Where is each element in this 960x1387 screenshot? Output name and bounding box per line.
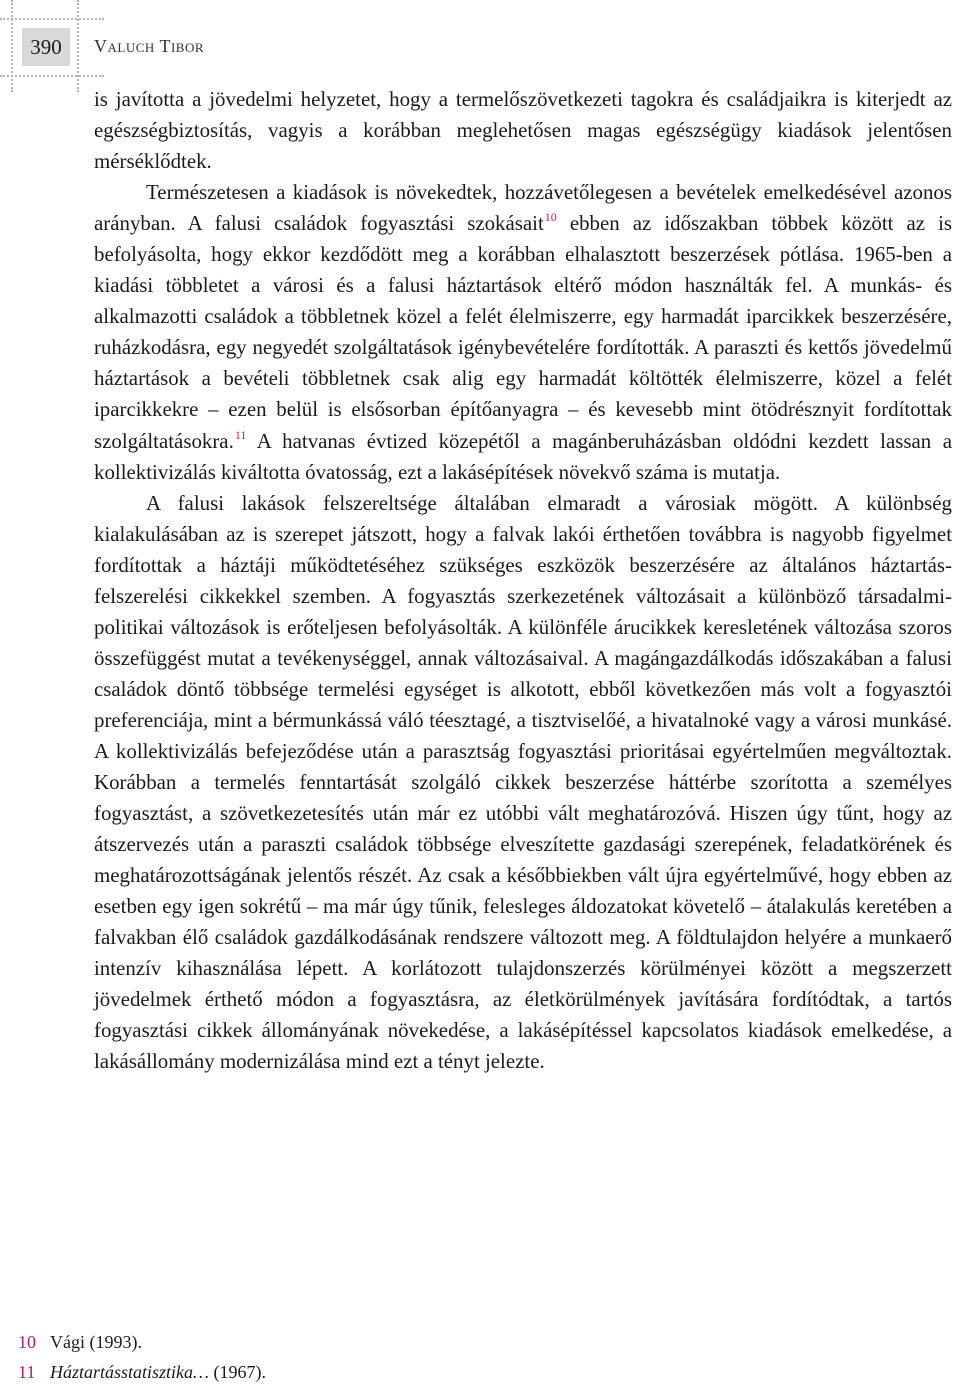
footnote-11 bbox=[18, 1357, 938, 1387]
paragraph-3 bbox=[94, 488, 952, 1078]
footnote-10 bbox=[18, 1327, 938, 1357]
header-dotted-rule-bottom bbox=[0, 75, 104, 77]
running-head-author: Valuch Tibor bbox=[94, 36, 205, 56]
footnote-text: Vági (1993). bbox=[50, 1332, 142, 1352]
footnote-year: (1967). bbox=[209, 1362, 267, 1382]
page-number: 390 bbox=[22, 28, 70, 66]
footnote-ref-11[interactable]: 11 bbox=[234, 427, 247, 442]
main-text bbox=[94, 84, 952, 1078]
footnote-ref-10[interactable]: 10 bbox=[544, 210, 557, 225]
footnote-cited-title: Háztartásstatisztika… bbox=[50, 1362, 210, 1382]
paragraph-2-text-c: A hatvanas évtized közepétől a magánberuházásban oldódni kezdett lassan a kollektivizálás kiváltotta óvatosság, ezt a lakásépítések növekvő száma is mutatja. bbox=[94, 428, 952, 484]
paragraph-2-text-b: ebben az időszakban többek között az is befolyásolta, hogy ekkor kezdődött meg a korábban elhalasztott beszerzések pótlása. 1965-ben a kiadási többletet a városi és a falusi háztartások eltérő módon használták fel. A munkás- és alkalmazotti családok a többletnek közel a felét élelmiszerre, egy harmadát iparcikkek beszerzésére, ruházkodásra, egy negyedét szolgáltatások igénybevételére fordították. A paraszti és kettős jövedelmű háztartások a bevételi többletnek csak alig egy harmadát költötték élelmiszerre, közel a felét iparcikkekre – ezen belül is elsősorban építőanyagra – és kevesebb mint ötödrésznyit fordítottak szolgáltatásokra. bbox=[94, 211, 952, 453]
paragraph-2 bbox=[94, 177, 952, 487]
header-dotted-rule-right bbox=[77, 0, 79, 92]
footnotes bbox=[18, 1327, 938, 1387]
header-dotted-rule-top bbox=[0, 18, 104, 20]
footnote-number: 11 bbox=[18, 1362, 36, 1382]
header-dotted-rule-left bbox=[11, 0, 13, 92]
paragraph-2-text-a: Természetesen a kiadások is növekedtek, hozzávetőlegesen a bevételek emelkedésével azonos arányban. A falusi családok fogyasztási szokásait bbox=[94, 180, 952, 236]
paragraph-1 bbox=[94, 84, 952, 177]
footnote-text bbox=[50, 1357, 266, 1387]
paragraph-1-text: is javította a jövedelmi helyzetet, hogy a termelőszövetkezeti tagokra és családjaikra is kiterjedt az egészségbiztosítás, vagyis a korábban meglehetősen magas egészségügy kiadások jelentősen mérséklődtek. bbox=[94, 87, 952, 174]
paragraph-3-text: A falusi lakások felszereltsége általában elmaradt a városiak mögött. A különbség kialakulásában az is szerepet játszott, hogy a falvak lakói érthetően továbbra is nagyobb figyelmet fordítottak a háztáji működtetéséhez szükséges eszközök beszerzésére az általános háztartás-felszerelési cikkekkel szemben. A fogyasztás szerkezetének változásait a különböző társadalmi-politikai változások is erőteljesen befolyásolták. A különféle árucikkek keresletének változása szoros összefüggést mutat a tevékenységgel, annak változásaival. A magángazdálkodás időszakában a falusi családok döntő többsége termelési egységet is alkotott, ebből következően más volt a fogyasztói preferenciája, mint a bérmunkássá váló téesztagé, a tisztviselőé, a hivatalnoké vagy a városi munkásé. A kollektivizálás befejeződése után a parasztság fogyasztási prioritásai egyértelműen megváltoztak. Korábban a termelés fenntartását szolgáló cikkek beszerzése háttérbe szorította a személyes fogyasztást, a szövetkezetesítés után már ez utóbbi vált meghatározóvá. Hiszen úgy tűnt, hogy az átszervezés után a paraszti családok többsége elveszítette gazdasági szerepének, feladatkörének és meghatározottságának jelentős részét. Az csak a későbbiekben vált újra egyértelművé, hogy ebben az esetben egy igen sokrétű – ma már úgy tűnik, felesleges áldozatokat követelő – átalakulás keretében a falvakban élő családok gazdálkodásának rendszere változott meg. A földtulajdon helyére a munkaerő intenzív kihasználása lépett. A korlátozott tulajdonszerzés körülményei között a megszerzett jövedelmek érthető módon a fogyasztásra, az életkörülmények javítására fordítódtak, a tartós fogyasztási cikkek állományának növekedése, a lakásépítéssel kapcsolatos kiadások emelkedése, a lakásállomány modernizálása mind ezt a tényt jelezte. bbox=[94, 490, 952, 1074]
footnote-number: 10 bbox=[18, 1332, 36, 1352]
